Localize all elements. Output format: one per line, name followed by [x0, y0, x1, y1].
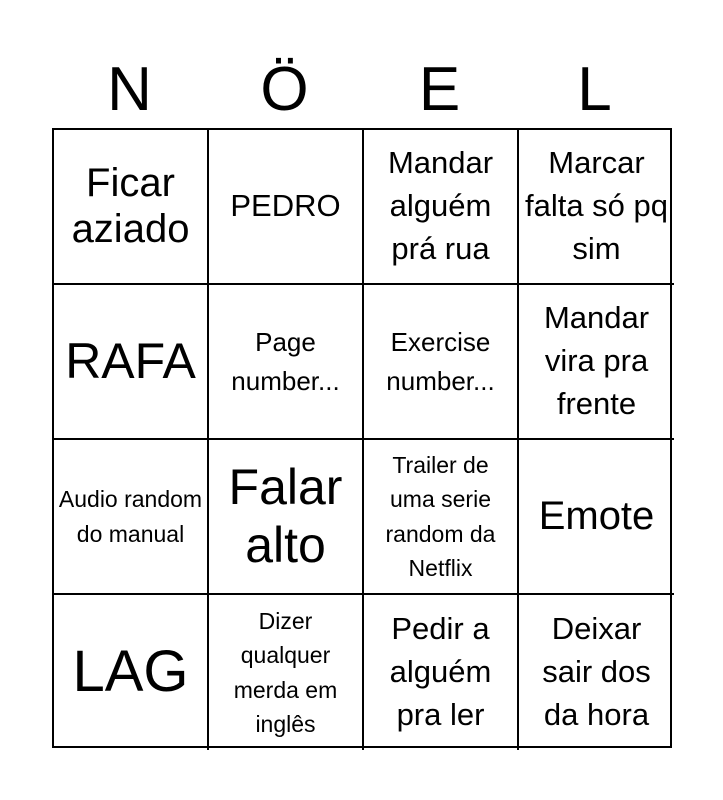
bingo-cell-r1c2[interactable] [209, 130, 364, 285]
header-letter-l: L [577, 55, 612, 124]
bingo-cell-r2c3[interactable] [364, 285, 519, 440]
cell-text: LAG [72, 639, 189, 705]
bingo-cell-r3c1[interactable] [54, 440, 209, 595]
header-letter-n: N [107, 55, 152, 124]
cell-text: Ficar aziado [71, 161, 190, 251]
bingo-cell-r3c3[interactable] [364, 440, 519, 595]
bingo-cell-r4c2[interactable] [209, 595, 364, 750]
bingo-cell-r1c1[interactable] [54, 130, 209, 285]
bingo-cell-r4c4[interactable] [519, 595, 674, 750]
bingo-cell-r3c2[interactable] [209, 440, 364, 595]
bingo-cell-r4c1[interactable] [54, 595, 209, 750]
bingo-cell-r3c4[interactable] [519, 440, 674, 595]
header-letter-e: E [418, 55, 461, 124]
bingo-cell-r2c4[interactable] [519, 285, 674, 440]
cell-text: PEDRO [230, 188, 341, 224]
bingo-cell-r2c2[interactable] [209, 285, 364, 440]
cell-text: Mandar vira pra frente [543, 300, 650, 421]
bingo-cell-r1c3[interactable] [364, 130, 519, 285]
cell-text: Trailer de uma serie random da Netflix [385, 452, 496, 581]
cell-text: Page number... [231, 326, 340, 396]
cell-text: Pedir a alguém pra ler [389, 611, 492, 732]
cell-text: Audio random do manual [58, 486, 203, 547]
header-letter-o: Ö [260, 55, 309, 124]
cell-text: RAFA [65, 332, 196, 389]
cell-text: Deixar sair dos da hora [542, 611, 651, 732]
cell-text: Exercise number... [386, 326, 495, 396]
bingo-cell-r4c3[interactable] [364, 595, 519, 750]
cell-text: Dizer qualquer merda em inglês [233, 608, 338, 737]
bingo-header [52, 50, 672, 130]
bingo-board [52, 128, 672, 748]
cell-text: Marcar falta só pq sim [524, 145, 669, 266]
bingo-cell-r2c1[interactable] [54, 285, 209, 440]
cell-text: Mandar alguém prá rua [387, 145, 494, 266]
cell-text: Falar alto [228, 459, 343, 573]
cell-text: Emote [538, 493, 655, 538]
bingo-cell-r1c4[interactable] [519, 130, 674, 285]
